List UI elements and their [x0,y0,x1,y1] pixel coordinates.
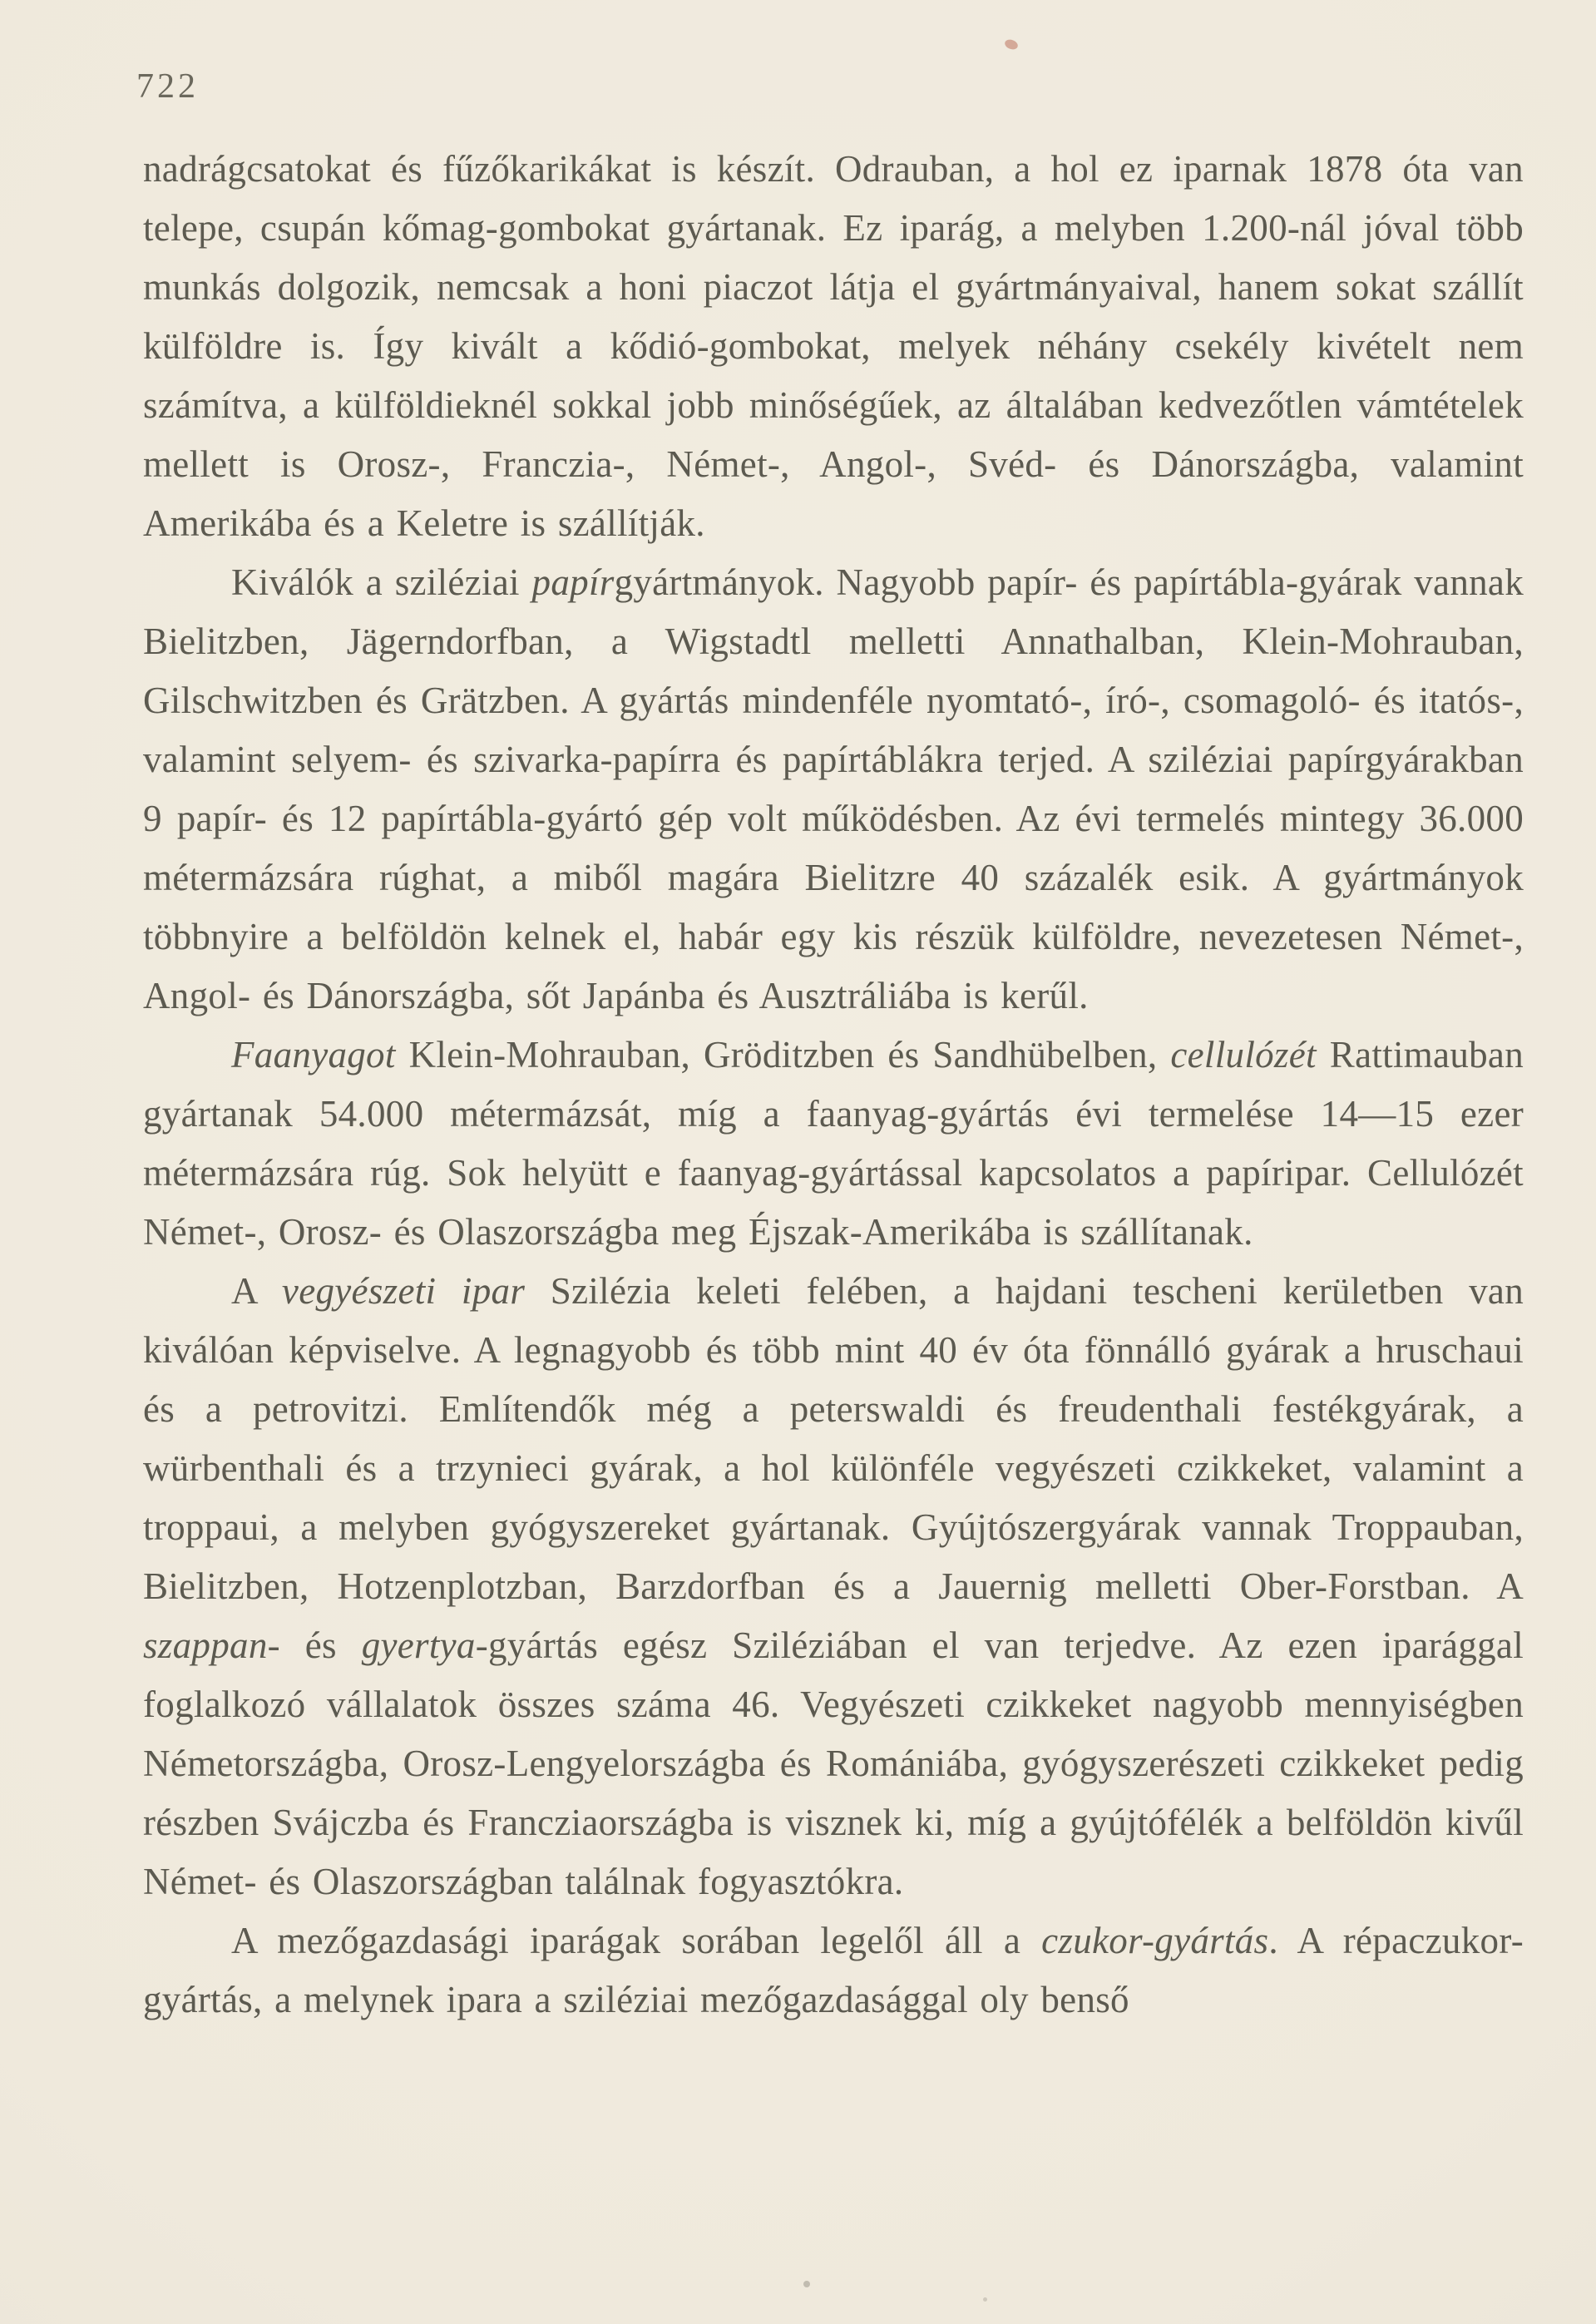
text-run: Rattimauban gyártanak 54.000 métermázsát, míg a faanyag-gyártás évi termelése 14—15 ezer métermázsára rúg. Sok helyütt e faanyag-gyártással kapcsolatos a papíripar. Cellulózét Német-, Orosz- és Olaszországba meg Éjszak-Amerikába is szállítanak. [143,1034,1524,1253]
text-run: Szilézia keleti felében, a hajdani tescheni kerületben van kiválóan képviselve. A legnagyobb és több mint 40 év óta fönnálló gyárak a hruschaui és a petrovitzi. Említendők még a peterswaldi és freudenthali festékgyárak, a würbenthali és a trzynieci gyárak, a hol különféle vegyészeti czikkeket, valamint a troppaui, a melyben gyógyszereket gyártanak. Gyújtószergyárak vannak Troppauban, Bielitzben, Hotzenplotzban, Barzdorfban és a Jauernig melletti Ober-Forstban. A [143,1270,1524,1607]
text-run: . A répaczukor-gyártás, a melynek ipara a sziléziai mezőgazdasággal oly benső [143,1920,1524,2020]
paragraph [143,1026,1524,1262]
scan-speck-pink [1004,38,1020,52]
page-number: 722 [136,67,199,106]
text-run: és [279,1624,362,1666]
italic-text-run: vegyészeti ipar [281,1270,526,1312]
page-body [143,140,1524,2030]
text-run: A [231,1270,282,1312]
scan-speck [803,2281,810,2287]
paragraph [143,1911,1524,2030]
text-run: gyártás egész Sziléziában el van terjedve. Az ezen iparággal foglalkozó vállalatok összes száma 46. Vegyészeti czikkeket nagyobb mennyiségben Németországba, Orosz-Lengyelországba és Romániába, gyógyszerészeti czikkeket pedig részben Svájczba és Francziaországba is visznek ki, míg a gyújtófélék a belföldön kivűl Német- és Olaszországban találnak fogyasztókra. [143,1624,1524,1902]
italic-text-run: szappan- [143,1624,280,1666]
italic-text-run: Faanyagot [231,1034,396,1075]
text-run: gyártmányok. Nagyobb papír- és papírtábla-gyárak vannak Bielitzben, Jägerndorfban, a Wigstadtl melletti Annathalban, Klein-Mohrauban, Gilschwitzben és Grätzben. A gyártás mindenféle nyomtató-, író-, csomagoló- és itatós-, valamint selyem- és szivarka-papírra és papírtáblákra terjed. A sziléziai papírgyárakban 9 papír- és 12 papírtábla-gyártó gép volt működésben. Az évi termelés mintegy 36.000 métermázsára rúghat, a miből magára Bielitzre 40 százalék esik. A gyártmányok többnyire a belföldön kelnek el, habár egy kis részük külföldre, nevezetesen Német-, Angol- és Dánországba, sőt Japánba és Ausztráliába is kerűl. [143,561,1524,1016]
italic-text-run: cellulózét [1170,1034,1317,1075]
text-run: A mezőgazdasági iparágak sorában legelől áll a [231,1920,1042,1961]
scan-speck [983,2297,987,2302]
italic-text-run: gyertya- [361,1624,489,1666]
italic-text-run: papír [531,561,615,603]
text-run: nadrágcsatokat és fűzőkarikákat is készít. Odrauban, a hol ez iparnak 1878 óta van telepe, csupán kőmag-gombokat gyártanak. Ez iparág, a melyben 1.200-nál jóval több munkás dolgozik, nemcsak a honi piaczot látja el gyártmányaival, hanem sokat szállít külföldre is. Így kivált a kődió-gombokat, melyek néhány csekély kivételt nem számítva, a külföldieknél sokkal jobb minőségűek, az általában kedvezőtlen vámtételek mellett is Orosz-, Franczia-, Német-, Angol-, Svéd- és Dánországba, valamint Amerikába és a Keletre is szállítják. [143,148,1524,544]
text-run: Kiválók a sziléziai [231,561,532,603]
paragraph [143,553,1524,1026]
text-run: Klein-Mohrauban, Gröditzben és Sandhübelben, [395,1034,1171,1075]
paragraph [143,140,1524,553]
paragraph [143,1262,1524,1911]
italic-text-run: czukor-gyártás [1041,1920,1269,1961]
